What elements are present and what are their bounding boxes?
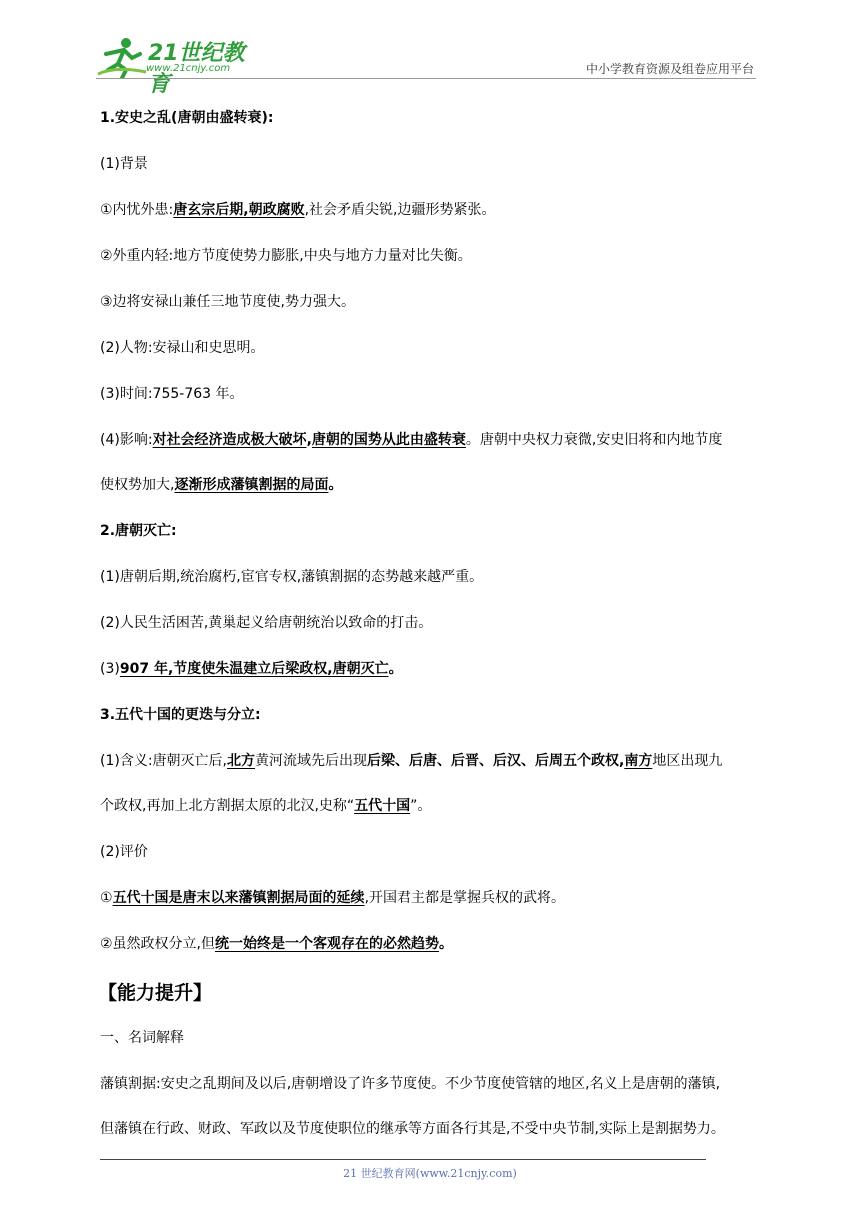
paragraph xyxy=(100,659,768,679)
text-span: ②虽然政权分立,但 xyxy=(100,936,216,952)
text-span: , xyxy=(619,753,625,769)
paragraph: ③边将安禄山兼任三地节度使,势力强大。 xyxy=(100,294,355,310)
paragraph xyxy=(100,430,768,450)
key-point: 唐朝的国势从此由盛转衰 xyxy=(311,432,466,448)
paragraph xyxy=(100,200,768,220)
paragraph: (1)背景 xyxy=(100,156,148,172)
text-span: ,开国君主都是掌握兵权的武将。 xyxy=(364,890,566,906)
text-span: 使权势加大, xyxy=(100,477,175,493)
text-span: ① xyxy=(100,890,113,906)
key-point: 逐渐形成藩镇割据的局面 xyxy=(174,477,329,493)
key-point: 对社会经济造成极大破坏 xyxy=(152,432,307,448)
section-title: 2.唐朝灭亡: xyxy=(100,523,177,539)
runner-icon xyxy=(96,36,148,78)
paragraph xyxy=(100,796,768,816)
key-point: 907 年,节度使朱温建立后梁政权,唐朝灭亡 xyxy=(119,661,389,677)
text-span: 。 xyxy=(388,661,403,677)
paragraph: 一、名词解释 xyxy=(100,1030,184,1046)
text-span: (3) xyxy=(100,661,120,677)
paragraph xyxy=(100,934,768,954)
key-point: 南方 xyxy=(624,753,653,769)
key-point: 北方 xyxy=(227,753,255,769)
text-span: 。 xyxy=(439,936,454,952)
paragraph: (2)人物:安禄山和史思明。 xyxy=(100,340,265,356)
platform-name: 中小学教育资源及组卷应用平台 xyxy=(585,62,754,76)
text-span: (1)含义:唐朝灭亡后, xyxy=(100,753,227,769)
paragraph: (3)时间:755-763 年。 xyxy=(100,386,244,402)
paragraph: ②外重内轻:地方节度使势力膨胀,中央与地方力量对比失衡。 xyxy=(100,248,472,264)
paragraph xyxy=(100,888,768,908)
text-span: (4)影响: xyxy=(100,432,153,448)
text-span: 地区出现九 xyxy=(652,753,723,769)
section-title: 1.安史之乱(唐朝由盛转衰): xyxy=(100,110,274,126)
key-point: 五代十国 xyxy=(354,798,411,814)
paragraph: 但藩镇在行政、财政、军政以及节度使职位的继承等方面各行其是,不受中央节制,实际上是割据势力。 xyxy=(100,1121,725,1137)
paragraph: (2)人民生活困苦,黄巢起义给唐朝统治以致命的打击。 xyxy=(100,615,433,631)
page-footer: 21 世纪教育网(www.21cnjy.com) xyxy=(343,1167,517,1180)
document-body xyxy=(100,108,768,1165)
footer-divider xyxy=(100,1159,706,1160)
paragraph: (2)评价 xyxy=(100,844,148,860)
site-logo xyxy=(96,36,266,97)
header-divider xyxy=(96,78,756,79)
page-header xyxy=(96,30,756,97)
ability-heading: 【能力提升】 xyxy=(98,982,213,1004)
paragraph: 藩镇割据:安史之乱期间及以后,唐朝增设了许多节度使。不少节度使管辖的地区,名义上是唐朝的藩镇, xyxy=(100,1076,721,1092)
paragraph: (1)唐朝后期,统治腐朽,宦官专权,藩镇割据的态势越来越严重。 xyxy=(100,569,484,585)
text-span: 。唐朝中央权力衰微,安史旧将和内地节度 xyxy=(465,432,723,448)
text-span: ”。 xyxy=(410,798,432,814)
key-point: 唐玄宗后期,朝政腐败 xyxy=(173,202,305,218)
text-span: ,社会矛盾尖锐,边疆形势紧张。 xyxy=(304,202,496,218)
paragraph xyxy=(100,475,768,495)
key-point: 后梁、后唐、后晋、后汉、后周五个政权 xyxy=(367,753,619,769)
text-span: 。 xyxy=(328,477,343,493)
logo-text: 21世纪教育 xyxy=(148,41,245,97)
paragraph xyxy=(100,751,768,771)
text-span: , xyxy=(306,432,312,448)
text-span: 个政权,再加上北方割据太原的北汉,史称“ xyxy=(100,798,355,814)
key-point: 五代十国是唐末以来藩镇割据局面的延续 xyxy=(112,890,365,906)
text-span: ①内忧外患: xyxy=(100,202,174,218)
text-span: 黄河流域先后出现 xyxy=(255,753,367,769)
key-point: 统一始终是一个客观存在的必然趋势 xyxy=(215,936,440,952)
section-title: 3.五代十国的更迭与分立: xyxy=(100,707,261,723)
logo-url: www.21cnjy.com xyxy=(146,63,231,74)
